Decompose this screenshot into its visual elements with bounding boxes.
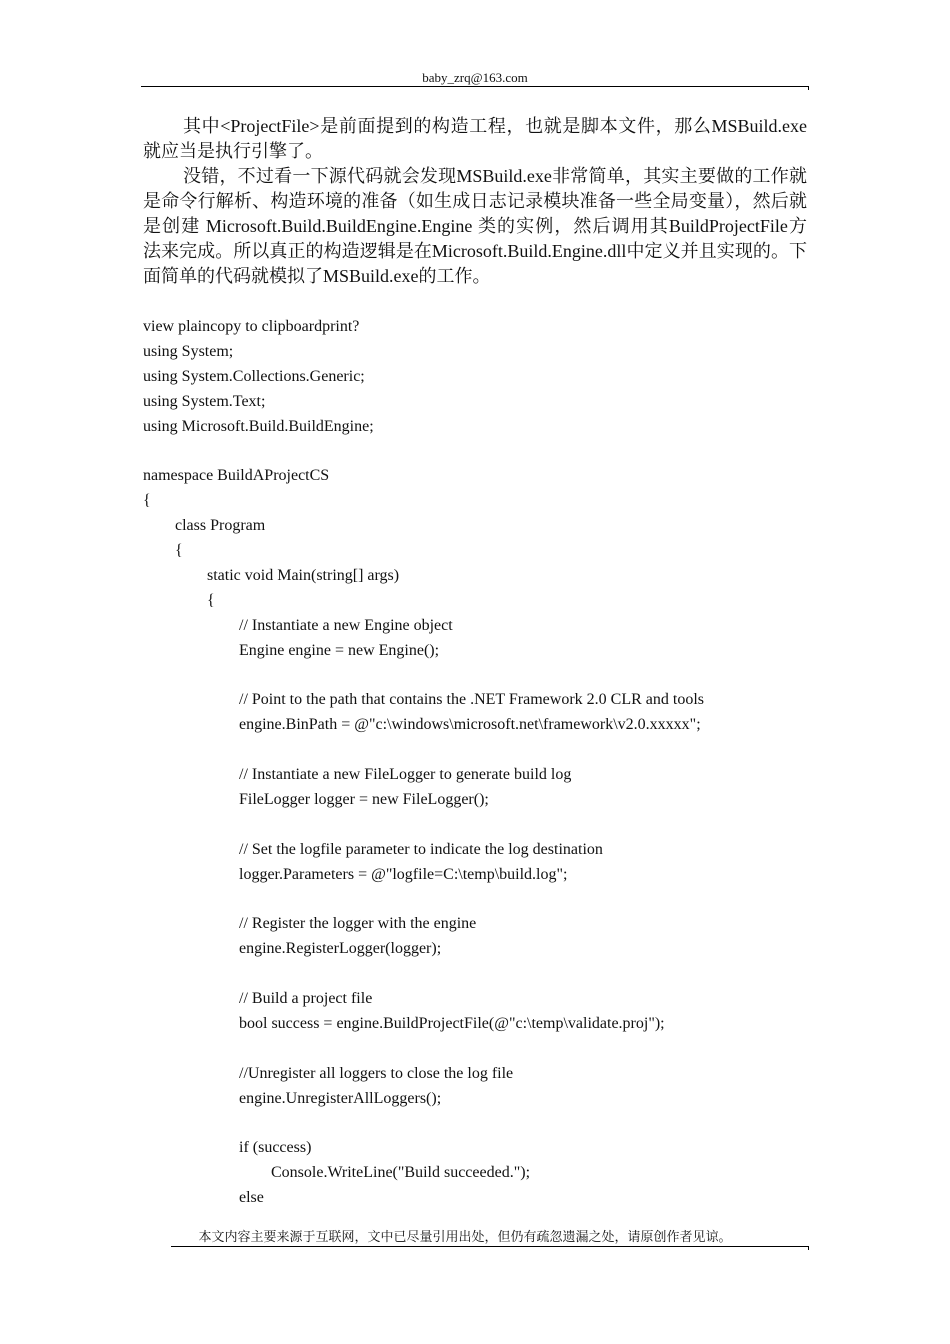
footer-rule	[171, 1246, 809, 1247]
code-line: class Program	[143, 517, 266, 535]
code-line: using System.Text;	[143, 392, 266, 410]
code-line: {	[143, 542, 183, 560]
code-line: logger.Parameters = @"logfile=C:\temp\build.log";	[143, 865, 568, 883]
code-line: using System.Collections.Generic;	[143, 367, 365, 385]
code-line: //Unregister all loggers to close the log file	[143, 1064, 514, 1082]
code-line: using Microsoft.Build.BuildEngine;	[143, 417, 374, 435]
page-header-email: baby_zrq@163.com	[422, 70, 528, 85]
code-line	[143, 663, 807, 688]
code-line	[143, 1037, 807, 1062]
code-line: Console.WriteLine("Build succeeded.");	[143, 1164, 531, 1182]
code-line	[143, 813, 807, 838]
code-line: // Set the logfile parameter to indicate the log destination	[143, 840, 603, 858]
header-rule-tick	[808, 86, 809, 90]
code-listing	[143, 315, 807, 1211]
footer-rule-tick	[808, 1246, 809, 1250]
code-line	[143, 738, 807, 763]
code-line: bool success = engine.BuildProjectFile(@"c:\temp\validate.proj");	[143, 1014, 665, 1032]
code-line: namespace BuildAProjectCS	[143, 467, 330, 485]
code-line: // Register the logger with the engine	[143, 915, 477, 933]
code-line	[143, 962, 807, 987]
code-line: Engine engine = new Engine();	[143, 641, 440, 659]
code-line: {	[143, 591, 215, 609]
code-line: // Instantiate a new Engine object	[143, 616, 453, 634]
code-line: engine.UnregisterAllLoggers();	[143, 1089, 442, 1107]
code-line: // Point to the path that contains the .NET Framework 2.0 CLR and tools	[143, 691, 704, 709]
code-line	[143, 439, 807, 464]
code-line: static void Main(string[] args)	[143, 566, 400, 584]
code-line: {	[143, 492, 151, 510]
header-rule	[141, 86, 809, 87]
paragraph-1: 其中<ProjectFile>是前面提到的构造工程，也就是脚本文件，那么MSBuild.exe就应当是执行引擎了。	[143, 116, 807, 161]
page-footer-disclaimer: 本文内容主要来源于互联网，文中已尽量引用出处，但仍有疏忽遗漏之处，请原创作者见谅。	[198, 1229, 732, 1244]
code-line: view plaincopy to clipboardprint?	[143, 318, 360, 335]
paragraph-2: 没错，不过看一下源代码就会发现MSBuild.exe非常简单，其实主要做的工作就是命令行解析、构造环境的准备（如生成日志记录模块准备一些全局变量），然后就是创建 Microsoft.Build.BuildEngine.Engine 类的实例，然后调用其BuildProjectFile方法来完成。所以真正的构造逻辑是在Microsoft.Build.Engine.dll中定义并且实现的。下面简单的代码就模拟了MSBuild.exe的工作。	[143, 166, 807, 286]
code-line: FileLogger logger = new FileLogger();	[143, 790, 489, 808]
code-line: else	[143, 1189, 264, 1207]
code-line: if (success)	[143, 1139, 312, 1157]
code-line	[143, 1112, 807, 1137]
code-line: // Build a project file	[143, 990, 373, 1008]
code-line: using System;	[143, 342, 234, 360]
code-line	[143, 887, 807, 912]
code-line: engine.RegisterLogger(logger);	[143, 940, 442, 958]
code-line: // Instantiate a new FileLogger to generate build log	[143, 766, 572, 784]
code-line: engine.BinPath = @"c:\windows\microsoft.net\framework\v2.0.xxxxx";	[143, 716, 701, 734]
